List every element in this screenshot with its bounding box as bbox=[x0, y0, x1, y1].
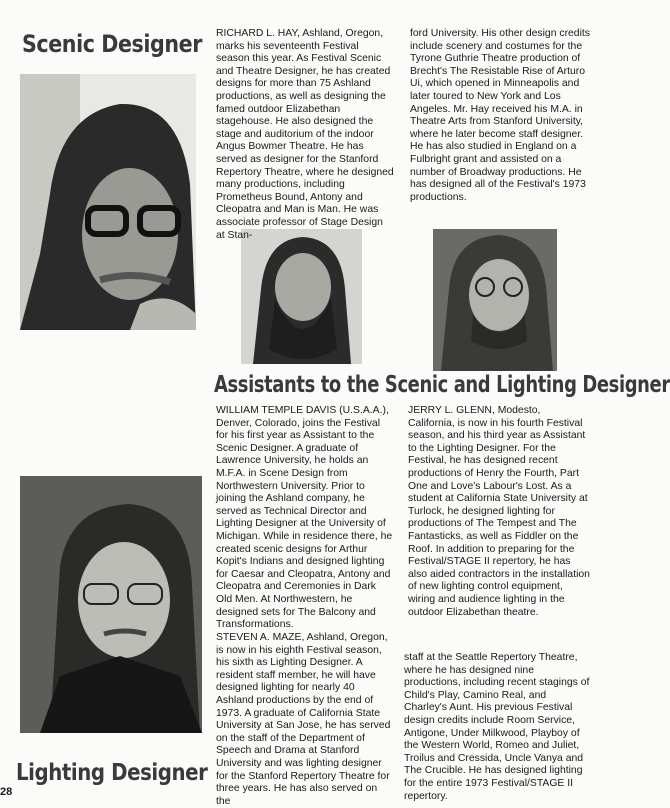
bio-jerry-glenn: JERRY L. GLENN, Modesto, California, is now in his fourth Festival season, and his third year as Assistant to the Lighting Designer. For the Festival, he has designed recent productions of Henry the Fourth, Part One and Love's Labour's Lost. As a student at California State University at Turlock, he designed lighting for productions of The Tempest and The Fantasticks, as well as Fiddler on the Roof. In addition to preparing for the Festival/STAGE II repertory, he has also aided contractors in the installation of new lighting control equipment, wiring and audience lighting in the outdoor Elizabethan theatre. bbox=[408, 405, 590, 618]
portrait-glasses-icon bbox=[20, 476, 202, 733]
bio-richard-hay-col1: RICHARD L. HAY, Ashland, Oregon, marks his seventeenth Festival season this year. As Festival Scenic and Theatre Designer, he has created designs for more than 75 Ashland productions, as well as designing the famed outdoor Elizabethan stagehouse. He also designed the stage and auditorium of the indoor Angus Bowmer Theatre. He has served as designer for the Stanford Repertory Theatre, where he designed many productions, including Prometheus Bound, Antony and Cleopatra and Man is Man. He was associate professor of Stage Design at Stan- bbox=[216, 28, 394, 241]
bio-steven-maze-col1: STEVEN A. MAZE, Ashland, Oregon, is now in his eighth Festival season, his sixth as Lighting Designer. A resident staff member, he will have designed lighting for nearly 40 Ashland productions by the end of 1973. A graduate of California State University at San Jose, he has served on the staff of the Department of Speech and Drama at Stanford University and was lighting designer for the Stanford Repertory Theatre for three years. He has also served on the bbox=[216, 632, 391, 807]
heading-scenic-designer: Scenic Designer bbox=[22, 30, 202, 58]
portrait-bearded-icon bbox=[241, 229, 362, 364]
photo-william-davis bbox=[241, 229, 362, 364]
portrait-glasses-icon bbox=[20, 74, 196, 330]
page-number: 28 bbox=[0, 786, 13, 798]
heading-assistants: Assistants to the Scenic and Lighting Designer bbox=[214, 372, 670, 398]
photo-jerry-glenn bbox=[433, 229, 557, 371]
photo-steven-maze bbox=[20, 476, 202, 733]
portrait-glasses-icon bbox=[433, 229, 557, 371]
heading-lighting-designer: Lighting Designer bbox=[16, 760, 208, 786]
bio-steven-maze-col2: staff at the Seattle Repertory Theatre, where he has designed nine productions, including recent stagings of Child's Play, Camino Real, and Charley's Aunt. His previous Festival design credits include Room Service, Antigone, Under Milkwood, Playboy of the Western World, Romeo and Juliet, Troilus and Cressida, Uncle Vanya and The Crucible. He has designed lighting for the entire 1973 Festival/STAGE II repertory. bbox=[404, 652, 590, 802]
photo-richard-hay bbox=[20, 74, 196, 330]
bio-william-davis: WILLIAM TEMPLE DAVIS (U.S.A.A.), Denver, Colorado, joins the Festival for his first year as Assistant to the Scenic Designer. A graduate of Lawrence University, he holds an M.F.A. in Scene Design from Northwestern University. Prior to joining the Ashland company, he served as Technical Director and Lighting Designer at the University of Michigan. While in residence there, he created scenic designs for Arthur Kopit's Indians and designed lighting for Caesar and Cleopatra, Antony and Cleopatra and Ceremonies in Dark Old Men. At Northwestern, he designed sets for The Balcony and Transformations. bbox=[216, 405, 393, 631]
bio-richard-hay-col2: ford University. His other design credits include scenery and costumes for the Tyrone Guthrie Theatre production of Brecht's The Resistable Rise of Arturo Ui, which opened in Minneapolis and later toured to New York and Los Angeles. Mr. Hay received his M.A. in Theatre Arts from Stanford University, where he later become staff designer. He has also studied in England on a Fulbright grant and assisted on a number of Broadway productions. He has designed all of the Festival's 1973 productions. bbox=[410, 28, 590, 203]
